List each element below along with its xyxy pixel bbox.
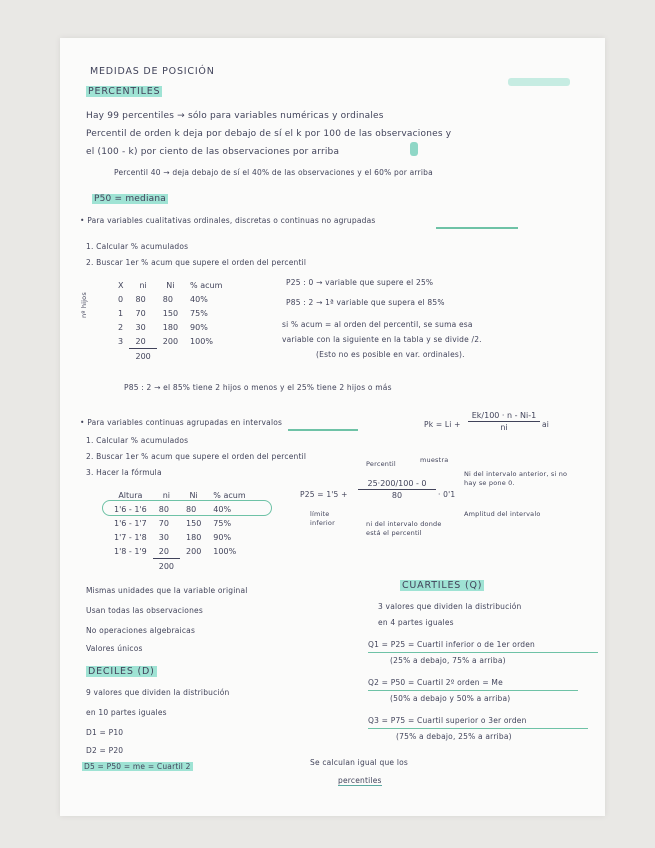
agr-step-1: 1. Calcular % acumulados	[86, 436, 189, 445]
deciles-line-2: en 10 partes iguales	[86, 708, 167, 717]
table-row	[108, 559, 252, 574]
q2-main: Q2 = P50 = Cuartil 2º orden = Me	[368, 678, 503, 687]
note-line-3: si % acum = al orden del percentil, se suma esa	[282, 320, 473, 329]
note-p25: P25 : 0 → variable que supere el 25%	[286, 278, 434, 287]
table-row: 3 20 200 100%	[112, 334, 228, 349]
table-row: 1'8 - 1'9 20 200 100%	[108, 544, 252, 559]
q3-main: Q3 = P75 = Cuartil superior o 3er orden	[368, 716, 527, 725]
intro-line-1: Hay 99 percentiles → sólo para variables numéricas y ordinales	[86, 111, 384, 121]
note-line-4: variable con la siguiente en la tabla y se divide /2.	[282, 335, 482, 344]
worked-lhs: P25 = 1'5 +	[300, 490, 348, 499]
notebook-page	[60, 38, 605, 816]
percentiles-heading: PERCENTILES	[88, 86, 161, 97]
col-header: Ni	[166, 280, 175, 290]
worked-fraction: $\frac{25\cdot 200/100 - 0}{80}$	[358, 478, 436, 501]
pk-formula-lhs: Pk = Li +	[424, 420, 461, 429]
q-underline	[368, 652, 598, 653]
cuartiles-heading: CUARTILES (Q)	[402, 580, 483, 591]
col-header: Altura	[118, 490, 143, 500]
intro-line-3: el (100 - k) por ciento de las observaciones por arriba	[86, 147, 340, 157]
table-row: 1'6 - 1'6 80 80 40%	[114, 504, 232, 514]
cuartiles-footer-b: percentiles	[338, 776, 382, 785]
decile-d1: D1 = P10	[86, 728, 124, 737]
note-percentil: Percentil	[366, 460, 396, 468]
note-ni: ni del intervalo donde está el percentil	[366, 520, 442, 537]
col-header: ni	[139, 280, 147, 290]
worked-rhs: · 0'1	[438, 490, 456, 499]
pk-formula-fraction: $\frac{Ek/100 \cdot n - Ni-1}{ni}$	[468, 410, 540, 433]
property-3: No operaciones algebraicas	[86, 626, 196, 635]
deciles-line-1: 9 valores que dividen la distribución	[86, 688, 230, 697]
note-muestra: muestra	[420, 456, 449, 464]
page-title: MEDIDAS DE POSICIÓN	[90, 66, 215, 77]
decile-d5: D5 = P50 = me = Cuartil 2	[84, 762, 191, 771]
underline-intervalos	[288, 429, 358, 431]
q1-sub: (25% a debajo, 75% a arriba)	[390, 656, 506, 665]
col-header: ni	[162, 490, 171, 500]
cuartiles-line-2: en 4 partes iguales	[378, 618, 454, 627]
q-underline	[368, 690, 578, 691]
note-p85: P85 : 2 → 1ª variable que supera el 85%	[286, 298, 445, 307]
col-header: % acum	[213, 490, 246, 500]
table-total: 200	[135, 351, 151, 361]
p50-mediana: P50 = mediana	[94, 194, 166, 204]
pk-formula-rhs: ai	[542, 420, 550, 429]
property-4: Valores únicos	[86, 644, 143, 653]
table-total: 200	[158, 561, 175, 571]
col-header: X	[118, 280, 124, 290]
agr-step-2: 2. Buscar 1er % acum que supere el orden del percentil	[86, 452, 307, 461]
note-limite: límite inferior	[310, 510, 335, 527]
table-row	[112, 349, 228, 364]
table-side-label: nº hijos	[80, 292, 88, 318]
property-1: Mismas unidades que la variable original	[86, 586, 248, 595]
step-1: 1. Calcular % acumulados	[86, 242, 189, 251]
q1-main: Q1 = P25 = Cuartil inferior o de 1er orden	[368, 640, 535, 649]
step-2: 2. Buscar 1er % acum que supere el orden del percentil	[86, 258, 307, 267]
q3-sub: (75% a debajo, 25% a arriba)	[396, 732, 512, 741]
q-underline	[368, 728, 588, 729]
q2-sub: (50% a debajo y 50% a arriba)	[390, 694, 511, 703]
table-row: 1'6 - 1'7 70 150 75%	[114, 518, 232, 528]
bullet-no-agrupadas: • Para variables cualitativas ordinales, discretas o continuas no agrupadas	[80, 216, 376, 225]
cuartiles-line-1: 3 valores que dividen la distribución	[378, 602, 522, 611]
cuartiles-footer-a: Se calculan igual que los	[310, 758, 409, 767]
agr-step-3: 3. Hacer la fórmula	[86, 468, 162, 477]
table-row: 2 30 180 90%	[118, 322, 208, 332]
no-agrupadas-table	[112, 278, 228, 363]
col-header: Ni	[189, 490, 198, 500]
percentile-example: Percentil 40 → deja debajo de sí el 40% de las observaciones y el 60% por arriba	[114, 168, 433, 177]
deciles-heading: DECILES (D)	[88, 666, 155, 677]
highlighter-mark	[508, 78, 570, 86]
note-line-5: (Esto no es posible en var. ordinales).	[316, 350, 465, 359]
bullet-agrupadas: • Para variables continuas agrupadas en intervalos	[80, 418, 283, 427]
table-row: 1 70 150 75%	[118, 308, 208, 318]
p85-example: P85 : 2 → el 85% tiene 2 hijos o menos y el 25% tiene 2 hijos o más	[124, 383, 392, 392]
intro-line-2: Percentil de orden k deja por debajo de sí el k por 100 de las observaciones y	[86, 129, 452, 139]
note-anterior: Ni del intervalo anterior, si no hay se pone 0.	[464, 470, 568, 487]
note-amplitud: Amplitud del intervalo	[464, 510, 541, 518]
table-row: 1'7 - 1'8 30 180 90%	[114, 532, 232, 542]
question-mark-doodle	[410, 142, 418, 156]
highlight-circle	[102, 500, 272, 516]
table-row: 0 80 80 40%	[118, 294, 208, 304]
col-header: % acum	[190, 280, 223, 290]
property-2: Usan todas las observaciones	[86, 606, 203, 615]
decile-d2: D2 = P20	[86, 746, 124, 755]
underline-no-agrupadas	[436, 227, 518, 229]
